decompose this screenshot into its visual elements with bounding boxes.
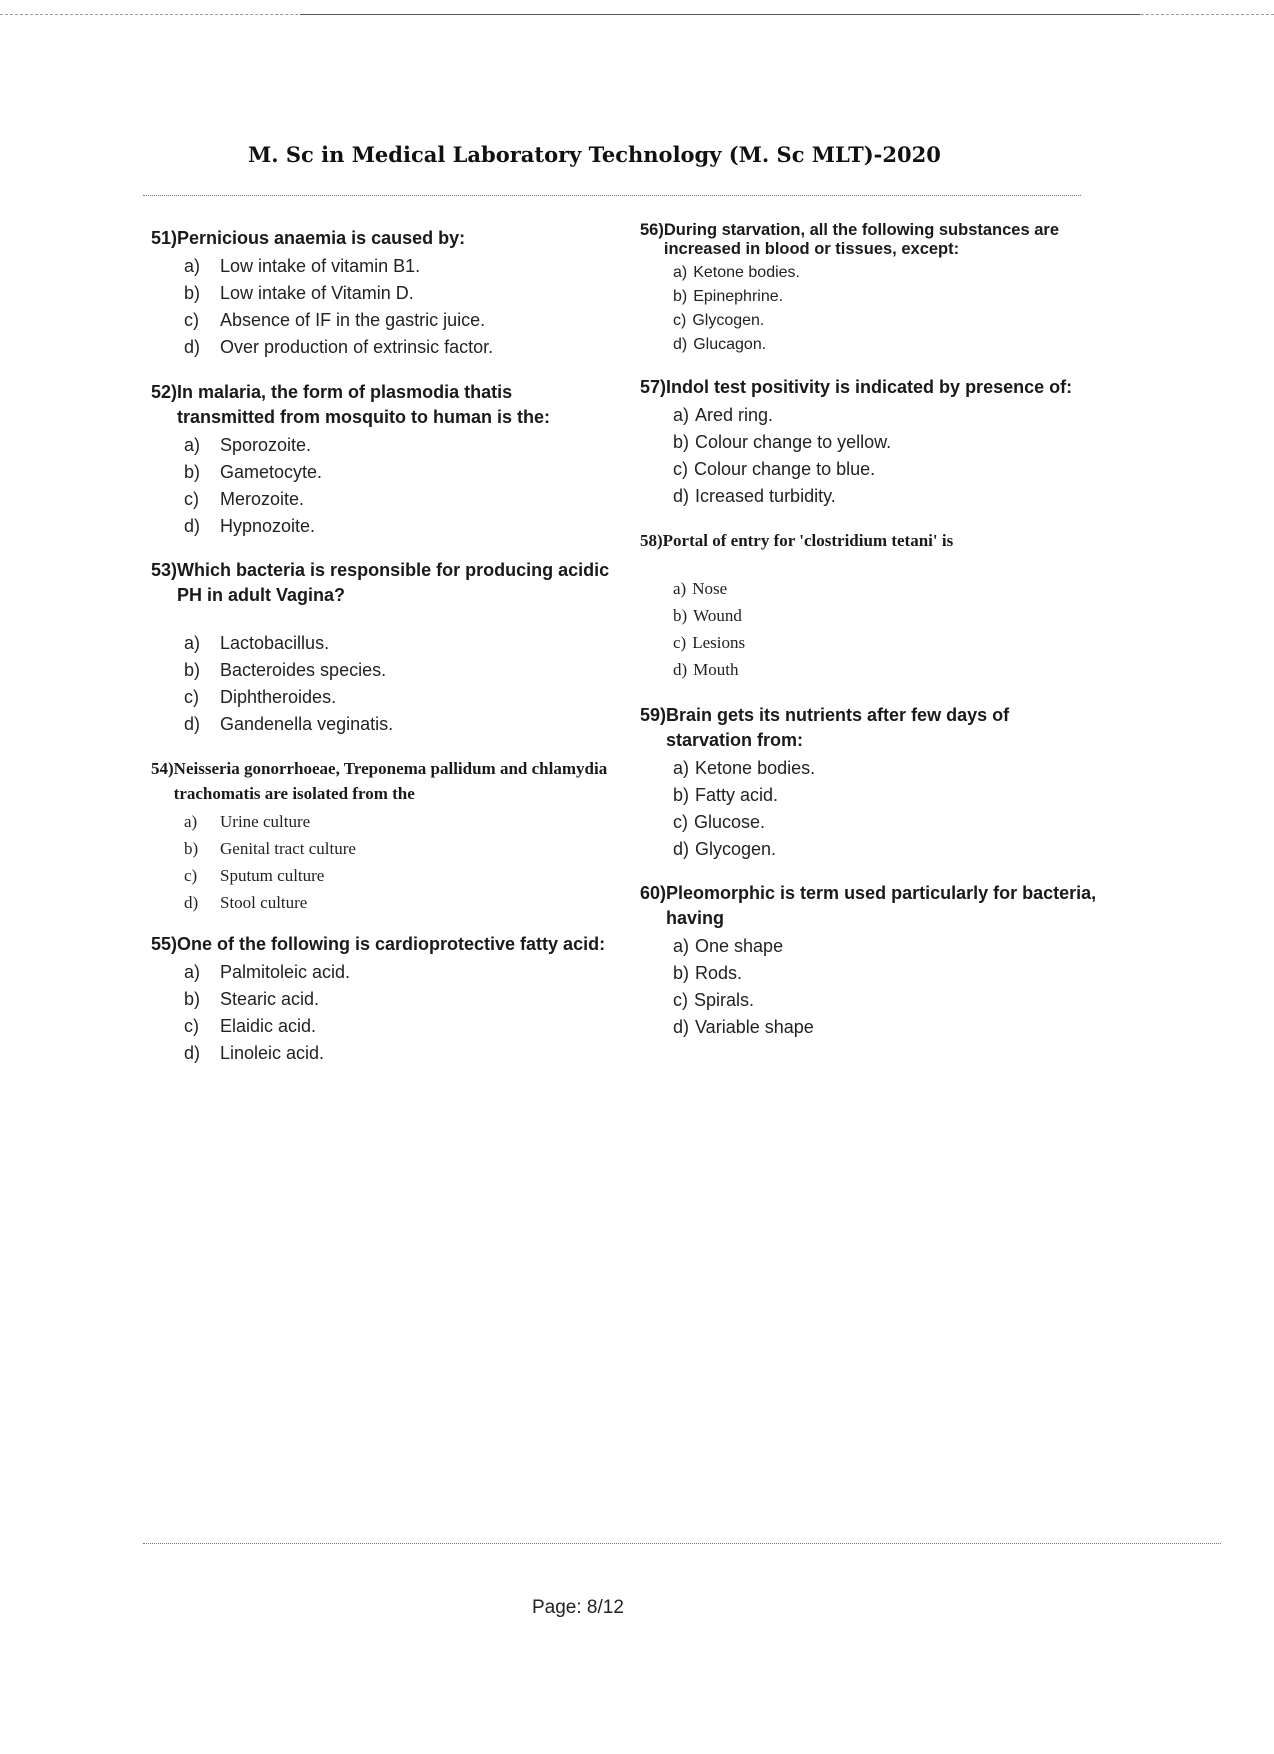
option-text: Glycogen. [692, 312, 765, 329]
option-letter: d) [184, 1043, 201, 1063]
option-text: Ared ring. [695, 405, 774, 425]
answer-option-c [640, 629, 1100, 656]
option-text: Colour change to yellow. [695, 432, 892, 452]
answer-option-b [640, 429, 1100, 456]
answer-option-d [640, 333, 1100, 357]
answer-option-a [151, 959, 611, 986]
answer-option-c [151, 486, 611, 513]
answer-option-b [151, 986, 611, 1013]
answer-option-d [151, 889, 611, 916]
option-text: Lesions [692, 633, 746, 652]
option-letter: b) [673, 785, 690, 805]
answer-option-d [151, 334, 611, 361]
option-text: Mouth [693, 660, 739, 679]
answer-option-a [151, 630, 611, 657]
option-text: Low intake of Vitamin D. [220, 283, 414, 303]
option-letter: c) [673, 312, 687, 329]
option-text: Glucagon. [693, 336, 767, 353]
option-text: Colour change to blue. [694, 459, 876, 479]
option-letter: c) [184, 687, 199, 707]
answer-options [151, 959, 611, 1067]
answer-option-c [640, 987, 1100, 1014]
option-text: Sporozoite. [220, 435, 312, 455]
option-letter: d) [184, 714, 201, 734]
question-number: 54) [151, 759, 174, 778]
option-letter: a) [673, 579, 687, 598]
answer-option-a [151, 253, 611, 280]
option-letter: b) [673, 606, 688, 625]
option-text: Glucose. [694, 812, 766, 832]
option-text: Ketone bodies. [693, 264, 800, 281]
option-letter: b) [184, 462, 201, 482]
option-letter: a) [673, 936, 690, 956]
option-text: Nose [692, 579, 728, 598]
answer-options [151, 253, 611, 361]
option-text: Fatty acid. [695, 785, 779, 805]
question-60 [640, 881, 1100, 1041]
option-letter: a) [673, 758, 690, 778]
option-letter: b) [184, 660, 201, 680]
answer-option-a [640, 261, 1100, 285]
question-59 [640, 703, 1100, 863]
option-text: Variable shape [695, 1017, 814, 1037]
answer-option-d [640, 483, 1100, 510]
option-letter: d) [673, 1017, 690, 1037]
option-letter: a) [184, 633, 201, 653]
answer-option-b [640, 285, 1100, 309]
option-text: Over production of extrinsic factor. [220, 337, 494, 357]
question-text: Indol test positivity is indicated by presence of: [666, 377, 1073, 397]
answer-option-d [640, 656, 1100, 683]
answer-option-c [640, 809, 1100, 836]
option-letter: b) [184, 989, 201, 1009]
option-letter: c) [184, 489, 199, 509]
page-number: Page: 8/12 [532, 1597, 624, 1618]
option-text: Wound [693, 606, 742, 625]
option-letter: b) [184, 839, 199, 858]
option-letter: d) [673, 486, 690, 506]
question-text: Pernicious anaemia is caused by: [177, 228, 466, 248]
option-text: Absence of IF in the gastric juice. [220, 310, 486, 330]
option-text: Glycogen. [695, 839, 777, 859]
answer-option-d [151, 711, 611, 738]
option-letter: a) [673, 264, 688, 281]
option-text: Ketone bodies. [695, 758, 816, 778]
option-text: Stearic acid. [220, 989, 320, 1009]
answer-options [151, 630, 611, 738]
option-letter: b) [673, 432, 690, 452]
option-text: Sputum culture [220, 866, 325, 885]
option-text: One shape [695, 936, 784, 956]
answer-option-c [151, 1013, 611, 1040]
left-question-column [151, 226, 611, 1067]
answer-option-b [640, 782, 1100, 809]
answer-option-d [640, 1014, 1100, 1041]
answer-option-b [151, 459, 611, 486]
answer-option-c [151, 684, 611, 711]
answer-option-a [640, 402, 1100, 429]
answer-options [640, 402, 1100, 510]
question-51 [151, 226, 611, 361]
answer-option-c [151, 307, 611, 334]
answer-options [640, 575, 1100, 683]
answer-option-b [151, 835, 611, 862]
question-number: 51) [151, 228, 178, 248]
option-letter: c) [673, 633, 687, 652]
answer-option-d [640, 836, 1100, 863]
option-letter: c) [184, 1016, 199, 1036]
option-letter: a) [673, 405, 690, 425]
answer-option-a [151, 808, 611, 835]
question-number: 53) [151, 560, 178, 580]
option-letter: b) [184, 283, 201, 303]
option-letter: a) [184, 962, 201, 982]
option-text: Lactobacillus. [220, 633, 330, 653]
option-text: Urine culture [220, 812, 311, 831]
option-text: Diphtheroides. [220, 687, 337, 707]
option-text: Elaidic acid. [220, 1016, 317, 1036]
answer-option-d [151, 1040, 611, 1067]
answer-option-b [151, 657, 611, 684]
question-text: One of the following is cardioprotective fatty acid: [177, 934, 606, 954]
option-text: Hypnozoite. [220, 516, 316, 536]
question-text: Brain gets its nutrients after few days of starvation from: [666, 705, 1010, 750]
footer-divider [143, 1543, 1221, 1544]
option-letter: c) [184, 310, 199, 330]
answer-option-b [640, 602, 1100, 629]
option-text: Linoleic acid. [220, 1043, 325, 1063]
option-text: Spirals. [694, 990, 755, 1010]
question-58 [640, 528, 1100, 683]
option-letter: a) [184, 435, 201, 455]
question-number: 58) [640, 531, 663, 550]
answer-option-b [151, 280, 611, 307]
question-number: 55) [151, 934, 178, 954]
option-text: Bacteroides species. [220, 660, 387, 680]
page-title: M. Sc in Medical Laboratory Technology (M. Sc MLT)-2020 [248, 142, 941, 167]
answer-option-a [640, 933, 1100, 960]
option-text: Gametocyte. [220, 462, 323, 482]
option-letter: a) [184, 812, 198, 831]
option-text: Icreased turbidity. [695, 486, 836, 506]
option-letter: c) [184, 866, 198, 885]
option-text: Rods. [695, 963, 743, 983]
option-text: Genital tract culture [220, 839, 356, 858]
question-text: Portal of entry for 'clostridium tetani' is [662, 531, 954, 550]
question-text: During starvation, all the following substances are increased in blood or tissues, except: [663, 221, 1060, 258]
answer-option-a [151, 432, 611, 459]
option-letter: d) [673, 336, 688, 353]
question-number: 52) [151, 382, 178, 402]
option-text: Epinephrine. [693, 288, 784, 305]
option-letter: d) [184, 516, 201, 536]
option-text: Merozoite. [220, 489, 305, 509]
title-divider [143, 195, 1081, 196]
question-number: 59) [640, 705, 667, 725]
answer-option-b [640, 960, 1100, 987]
answer-options [151, 432, 611, 540]
answer-option-a [640, 755, 1100, 782]
question-text: Which bacteria is responsible for producing acidic PH in adult Vagina? [177, 560, 610, 605]
option-text: Low intake of vitamin B1. [220, 256, 421, 276]
question-text: Neisseria gonorrhoeae, Treponema pallidum and chlamydia trachomatis are isolated from the [173, 759, 608, 803]
option-letter: c) [673, 459, 688, 479]
question-text: Pleomorphic is term used particularly for bacteria, having [666, 883, 1097, 928]
answer-option-a [640, 575, 1100, 602]
question-52 [151, 380, 611, 540]
question-number: 60) [640, 883, 667, 903]
answer-options [640, 933, 1100, 1041]
answer-option-d [151, 513, 611, 540]
option-text: Palmitoleic acid. [220, 962, 351, 982]
option-letter: d) [673, 839, 690, 859]
option-letter: b) [673, 963, 690, 983]
option-letter: a) [184, 256, 201, 276]
answer-option-c [640, 456, 1100, 483]
option-letter: d) [184, 337, 201, 357]
answer-options [151, 808, 611, 916]
question-text: In malaria, the form of plasmodia thatis transmitted from mosquito to human is the: [177, 382, 551, 427]
question-53 [151, 558, 611, 738]
answer-option-c [640, 309, 1100, 333]
right-question-column [640, 221, 1100, 1041]
option-text: Gandenella veginatis. [220, 714, 394, 734]
answer-options [640, 755, 1100, 863]
answer-option-c [151, 862, 611, 889]
option-letter: c) [673, 990, 688, 1010]
question-57 [640, 375, 1100, 510]
top-border-rule [300, 14, 1140, 15]
answer-options [640, 261, 1100, 357]
option-letter: c) [673, 812, 688, 832]
question-54 [151, 756, 611, 916]
option-text: Stool culture [220, 893, 308, 912]
option-letter: d) [673, 660, 688, 679]
option-letter: d) [184, 893, 199, 912]
question-number: 57) [640, 377, 667, 397]
question-56 [640, 221, 1100, 357]
question-number: 56) [640, 221, 664, 239]
option-letter: b) [673, 288, 688, 305]
question-55 [151, 932, 611, 1067]
